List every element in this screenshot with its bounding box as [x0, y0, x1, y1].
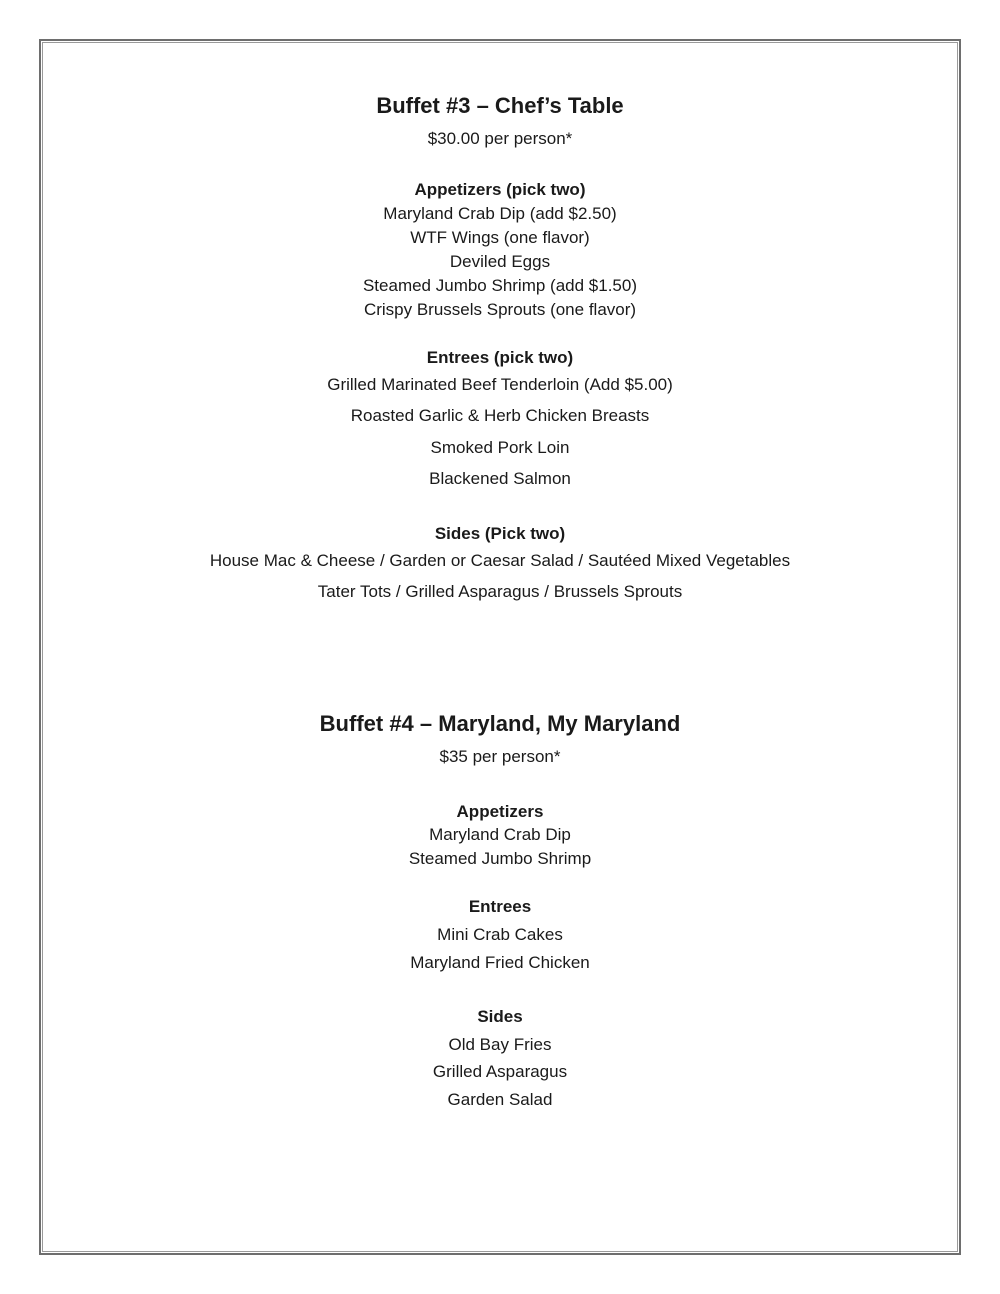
buffet-4-side-item: Old Bay Fries: [448, 1035, 552, 1054]
buffet-4-entree-item: Mini Crab Cakes: [437, 925, 563, 944]
buffet-3-entree-item: Blackened Salmon: [429, 469, 571, 488]
buffet-3-appetizer-item: WTF Wings (one flavor): [410, 228, 590, 247]
buffet-3-title: Buffet #3 – Chef’s Table: [376, 93, 624, 118]
buffet-3-side-item: House Mac & Cheese / Garden or Caesar Salad / Sautéed Mixed Vegetables: [209, 551, 791, 570]
buffet-3-side-item: Tater Tots / Grilled Asparagus / Brussels Sprouts: [317, 582, 683, 601]
buffet-4-appetizer-item: Maryland Crab Dip: [429, 825, 571, 844]
buffet-3-sides-heading: Sides (Pick two): [434, 524, 566, 543]
buffet-4-appetizers-heading: Appetizers: [456, 802, 544, 821]
buffet-4-price: $35 per person*: [439, 747, 561, 766]
buffet-4-side-item: Garden Salad: [447, 1090, 553, 1109]
buffet-3-appetizer-item: Crispy Brussels Sprouts (one flavor): [363, 300, 637, 319]
buffet-4-entrees-heading: Entrees: [468, 897, 532, 916]
buffet-3-appetizer-item: Steamed Jumbo Shrimp (add $1.50): [362, 276, 638, 295]
buffet-3-entree-item: Grilled Marinated Beef Tenderloin (Add $5.00): [327, 375, 673, 394]
buffet-4-sides-heading: Sides: [477, 1007, 523, 1026]
buffet-4-entree-item: Maryland Fried Chicken: [410, 953, 590, 972]
buffet-3-entree-item: Smoked Pork Loin: [430, 438, 570, 457]
buffet-3-entree-item: Roasted Garlic & Herb Chicken Breasts: [350, 406, 650, 425]
buffet-3-appetizer-item: Deviled Eggs: [449, 252, 551, 271]
buffet-3-appetizer-item: Maryland Crab Dip (add $2.50): [383, 204, 617, 223]
buffet-4-side-item: Grilled Asparagus: [432, 1062, 568, 1081]
buffet-3-entrees-heading: Entrees (pick two): [426, 348, 574, 367]
buffet-4-title: Buffet #4 – Maryland, My Maryland: [319, 711, 681, 736]
buffet-3-price: $30.00 per person*: [427, 129, 573, 148]
buffet-3-appetizers-heading: Appetizers (pick two): [414, 180, 586, 199]
buffet-4-appetizer-item: Steamed Jumbo Shrimp: [408, 849, 592, 868]
